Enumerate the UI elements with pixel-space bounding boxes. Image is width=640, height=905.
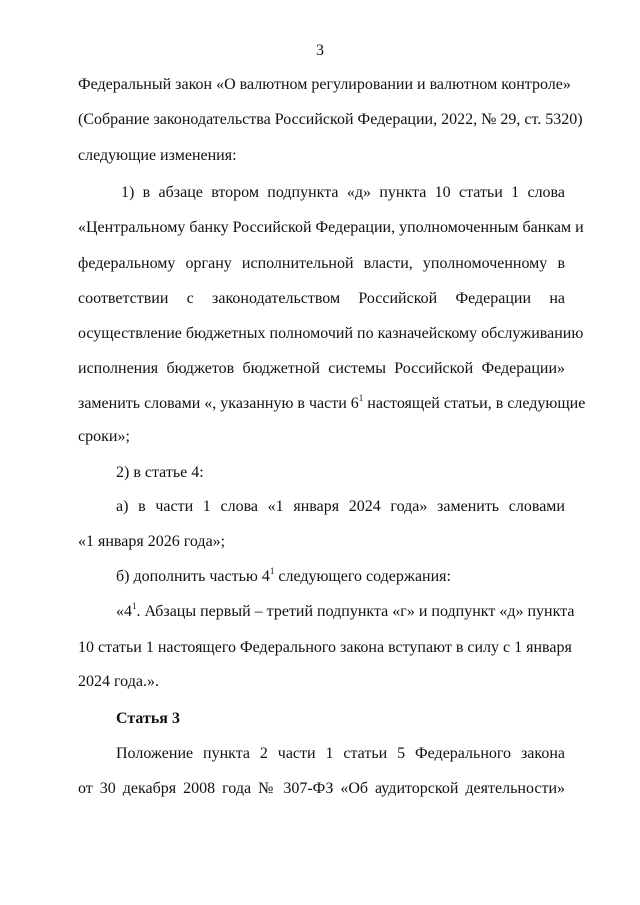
text-line: 2024 года.». (78, 673, 159, 690)
text-part: следующего содержания: (274, 568, 451, 585)
text-part: б) дополнить частью 4 (116, 568, 270, 585)
text-line: а) в части 1 слова «1 января 2024 года» заменить словами (116, 498, 565, 515)
superscript: 1 (269, 566, 275, 576)
text-part: «4 (116, 603, 132, 620)
text-line: 1) в абзаце втором подпункта «д» пункта 10 статьи 1 слова (121, 184, 565, 201)
text-part: . Абзацы первый – третий подпункта «г» и подпункт «д» пункта (136, 603, 575, 620)
text-line: Положение пункта 2 части 1 статьи 5 Федерального закона (116, 745, 565, 762)
text-part: заменить словами «, указанную в части 6 (78, 395, 359, 412)
text-line (116, 567, 451, 587)
page-number: 3 (316, 42, 324, 59)
text-line: «1 января 2026 года»; (78, 533, 226, 550)
text-line (78, 393, 586, 414)
text-line: следующие изменения: (78, 147, 237, 164)
superscript: 1 (358, 393, 364, 403)
superscript: 1 (132, 601, 137, 611)
text-line: Федеральный закон «О валютном регулировании и валютном контроле» (78, 76, 571, 93)
text-part: настоящей статьи, в следующие (363, 395, 586, 412)
article-heading: Статья 3 (116, 710, 180, 727)
text-line: 2) в статье 4: (116, 464, 204, 481)
text-line: федеральному органу исполнительной власти, уполномоченному в (78, 255, 565, 272)
text-line: «Центральному банку Российской Федерации, уполномоченным банкам и (78, 219, 584, 236)
text-line: сроки»; (78, 428, 130, 445)
text-line: от 30 декабря 2008 года № 307-ФЗ «Об аудиторской деятельности» (78, 780, 565, 797)
text-line: исполнения бюджетов бюджетной системы Российской Федерации» (78, 360, 565, 377)
text-line: соответствии с законодательством Российской Федерации на (78, 290, 565, 307)
text-line: осуществление бюджетных полномочий по казначейскому обслуживанию (78, 325, 584, 342)
text-line: 10 статьи 1 настоящего Федерального закона вступают в силу с 1 января (78, 639, 572, 656)
text-line: (Собрание законодательства Российской Федерации, 2022, № 29, ст. 5320) (78, 111, 583, 128)
text-line (116, 601, 575, 622)
